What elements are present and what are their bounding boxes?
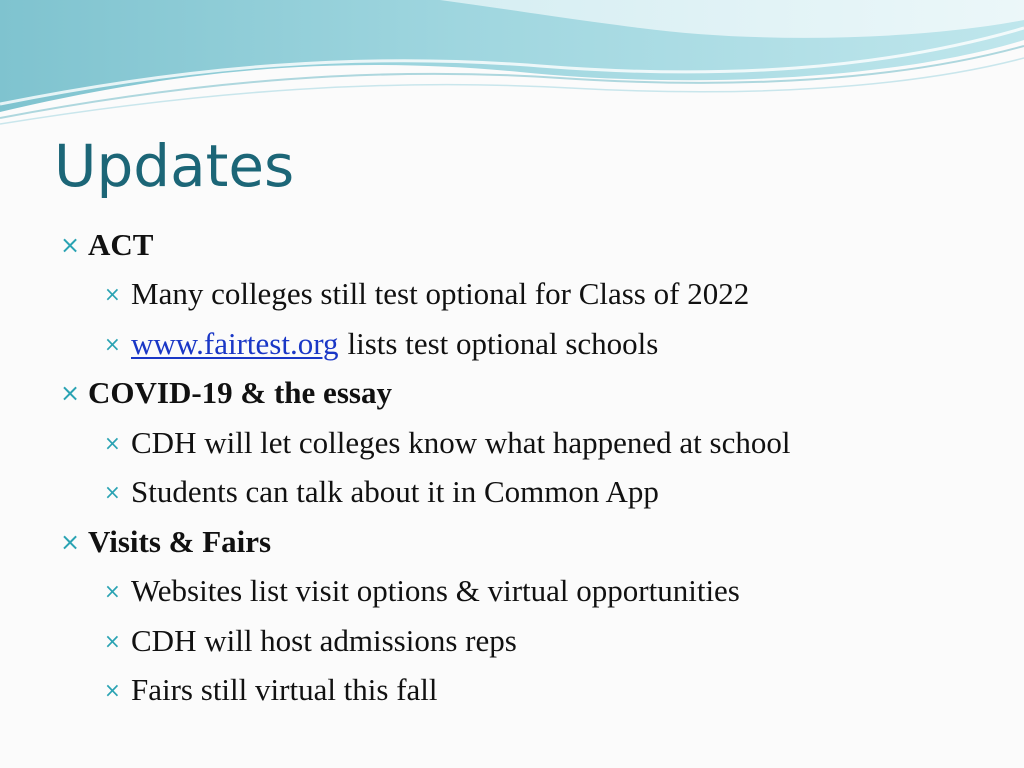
- slide-title: Updates: [54, 132, 295, 200]
- bullet-text: CDH will host admissions reps: [131, 622, 517, 658]
- x-mark-icon: ×: [104, 480, 121, 505]
- bullet-text: Websites list visit options & virtual opportunities: [131, 573, 740, 609]
- x-mark-icon: ×: [104, 628, 121, 653]
- sub-bullet: [0, 567, 1024, 617]
- header-wave-decoration: [0, 0, 1024, 130]
- bullet-text: Students can talk about it in Common App: [131, 474, 659, 510]
- sub-bullet: [0, 270, 1024, 320]
- bullet-visits-fairs: [0, 517, 1024, 567]
- bullet-text: COVID-19 & the essay: [88, 375, 392, 411]
- sub-bullet: [0, 418, 1024, 468]
- bullet-text: Fairs still virtual this fall: [131, 672, 438, 708]
- bullet-text: Many colleges still test optional for Class of 2022: [131, 276, 750, 312]
- x-mark-icon: ×: [104, 282, 121, 307]
- x-mark-icon: ×: [104, 678, 121, 703]
- bullet-covid-essay: [0, 369, 1024, 419]
- sub-bullet: [0, 616, 1024, 666]
- bullet-text: CDH will let colleges know what happened at school: [131, 424, 791, 460]
- bullet-text: ACT: [88, 226, 154, 262]
- bullet-text: Visits & Fairs: [88, 523, 272, 559]
- bullet-text: lists test optional schools: [347, 325, 659, 361]
- sub-bullet-fairtest: [0, 319, 1024, 369]
- bullet-act: [0, 220, 1024, 270]
- fairtest-link[interactable]: www.fairtest.org: [131, 325, 339, 361]
- x-mark-icon: ×: [104, 579, 121, 604]
- sub-bullet: [0, 468, 1024, 518]
- bullet-list: [0, 220, 1024, 715]
- sub-bullet: [0, 666, 1024, 716]
- x-mark-icon: ×: [60, 379, 81, 408]
- x-mark-icon: ×: [104, 430, 121, 455]
- x-mark-icon: ×: [104, 331, 121, 356]
- x-mark-icon: ×: [60, 527, 81, 556]
- x-mark-icon: ×: [60, 230, 81, 259]
